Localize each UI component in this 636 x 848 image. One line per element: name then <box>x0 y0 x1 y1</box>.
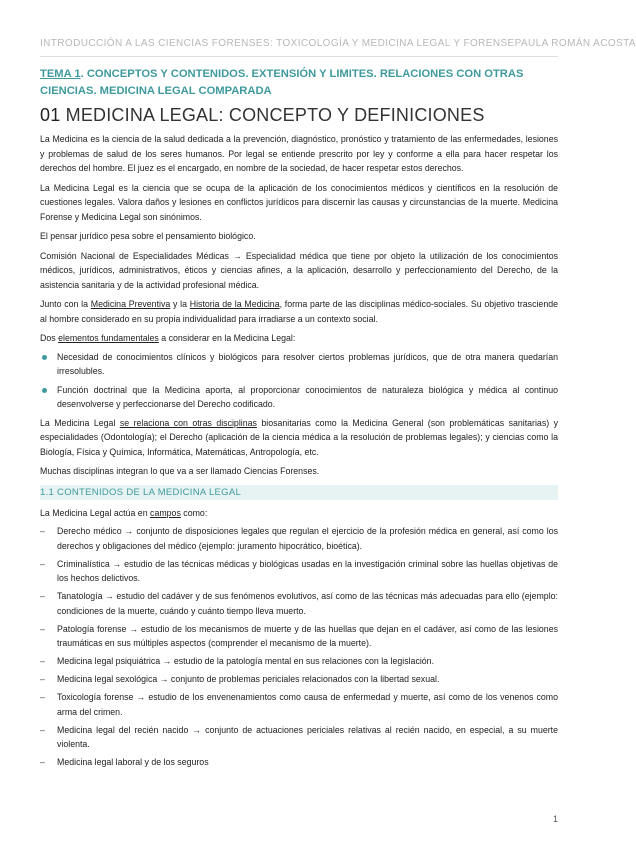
tema-title: . CONCEPTOS Y CONTENIDOS. EXTENSIÓN Y LIMITES. RELACIONES CON OTRAS CIENCIAS. MEDICINA LEGAL COMPARADA <box>40 68 524 97</box>
list-item: – Medicina legal laboral y de los seguros <box>40 755 558 770</box>
list-item: Necesidad de conocimientos clínicos y biológicos para resolver ciertos problemas jurídicos, que de otra manera quedarían irresolubles. <box>40 350 558 379</box>
list-item: – Medicina legal del recién nacido → conjunto de actuaciones periciales relativas al recién nacido, en especial, a su muerte violenta. <box>40 723 558 752</box>
paragraph-medicina-legal: La Medicina Legal es la ciencia que se ocupa de la aplicación de los conocimientos médicos y científicos en la resolución de cuestiones legales. Valora daños y lesiones en conflictos jurídicos para discernir las causas y circunstancias de la muerte. Medicina Forense y Medicina Legal son sinónimos. <box>40 182 558 222</box>
text-run: como: <box>180 507 208 518</box>
text-run: Junto con la <box>40 299 91 309</box>
list-item: – Derecho médico → conjunto de disposiciones legales que regulan el ejercicio de la profesión médica en general, así como los derechos y obligaciones del médico (ejemplo: juramento hipocrático, bioética). <box>40 524 558 553</box>
paragraph-campos-intro <box>40 506 558 521</box>
underlined-historia-medicina: Historia de la Medicina <box>189 299 280 309</box>
list-item: – Tanatología → estudio del cadáver y de sus fenómenos evolutivos, así como de las técnicas más adecuadas para ello (ejemplo: condiciones de la muerte, cuándo y cuánto tiempo lleva muerto. <box>40 589 558 618</box>
page-body <box>40 66 558 773</box>
underlined-medicina-preventiva: Medicina Preventiva <box>90 299 171 309</box>
text-run: y la <box>170 299 190 309</box>
list-item: – Criminalística → estudio de las técnicas médicas y biológicas usadas en la investigación criminal sobre las huellas objetivas de los hechos delictivos. <box>40 557 558 586</box>
text-run: Dos <box>40 333 59 343</box>
section-title: MEDICINA LEGAL: CONCEPTO Y DEFINICIONES <box>65 105 485 125</box>
paragraph-medicina: La Medicina es la ciencia de la salud dedicada a la prevención, diagnóstico, pronóstico y tratamiento de las enfermedades, lesiones y problemas de salud de los seres humanos. Por legal se entiende prescrito por ley y conforme a ella para hacer respetar los derechos del hombre. El juez es el encargado, en nombre de la sociedad, de hacer respetar estos derechos. <box>40 134 558 173</box>
text-run: biosanitarias como la Medicina General (son problemáticas sanitarias) y especialidades (Odontología); el Derecho (aplicación de la ciencia médica a la resolución de problemas legales); y ciencias como la Biología, Física y Química, Informática, Matemáticas, Antropología, etc. <box>40 417 558 457</box>
underlined-campos: campos <box>150 507 181 518</box>
campos-list <box>40 524 558 770</box>
tema-heading <box>40 66 558 100</box>
underlined-elementos-fundamentales: elementos fundamentales <box>58 333 159 343</box>
paragraph-elementos <box>40 331 558 346</box>
list-item: Función doctrinal que la Medicina aporta, al proporcionar conocimientos de naturaleza biológica y médica al continuo desenvolverse y perfeccionarse del Derecho codificado. <box>40 383 558 412</box>
text-run: La Medicina Legal actúa en <box>40 507 151 518</box>
tema-label: TEMA 1 <box>40 68 81 80</box>
page-number: 1 <box>552 814 558 824</box>
list-item: – Medicina legal psiquiátrica → estudio de la patología mental en sus relaciones con la legislación. <box>40 654 558 669</box>
subsection-heading: 1.1 CONTENIDOS DE LA MEDICINA LEGAL <box>40 485 558 500</box>
underlined-relaciona: se relaciona con otras disciplinas <box>119 417 257 428</box>
list-item: – Medicina legal sexológica → conjunto de problemas periciales relacionados con la libertad sexual. <box>40 672 558 687</box>
paragraph-comision: Comisión Nacional de Especialidades Médicas → Especialidad médica que tiene por objeto la utilización de los conocimientos médicos, jurídicos, administrativos, éticos y ciencias afines, a la aplicación, desarrollo y perfeccionamiento del Derecho, de la asistencia sanitaria y de la actividad profesional médica. <box>40 250 558 290</box>
list-item: – Toxicología forense → estudio de los envenenamientos como causa de enfermedad y muerte, así como de los venenos como arma del crimen. <box>40 690 558 719</box>
paragraph-ciencias-forenses: Muchas disciplinas integran lo que va a ser llamado Ciencias Forenses. <box>40 466 320 476</box>
list-item: – Patología forense → estudio de los mecanismos de muerte y de las huellas que dejan en el cadáver, así como de las lesiones traumáticas en sus múltiples aspectos (comprender el mecanismo de la muerte). <box>40 622 558 651</box>
text-run: a considerar en la Medicina Legal: <box>158 333 296 343</box>
paragraph-relaciones <box>40 416 558 460</box>
text-run: La Medicina Legal <box>40 417 120 428</box>
header-course-title: INTRODUCCIÓN A LAS CIENCIAS FORENSES: TOXICOLOGÍA Y MEDICINA LEGAL Y FORENSE <box>40 38 515 49</box>
section-heading <box>40 104 558 126</box>
section-number: 01 <box>40 105 61 125</box>
header-divider <box>40 56 558 57</box>
elementos-list <box>40 350 558 412</box>
header-author: PAULA ROMÁN ACOSTA <box>514 38 636 49</box>
paragraph-pensar-juridico: El pensar jurídico pesa sobre el pensamiento biológico. <box>40 231 256 241</box>
paragraph-disciplinas-medico-sociales <box>40 297 558 326</box>
text-run: , forma parte de las disciplinas médico-sociales. Su objetivo trasciende al hombre considerado en su propia individualidad para irradiarse a un contexto social. <box>40 299 558 324</box>
running-header <box>40 38 636 49</box>
